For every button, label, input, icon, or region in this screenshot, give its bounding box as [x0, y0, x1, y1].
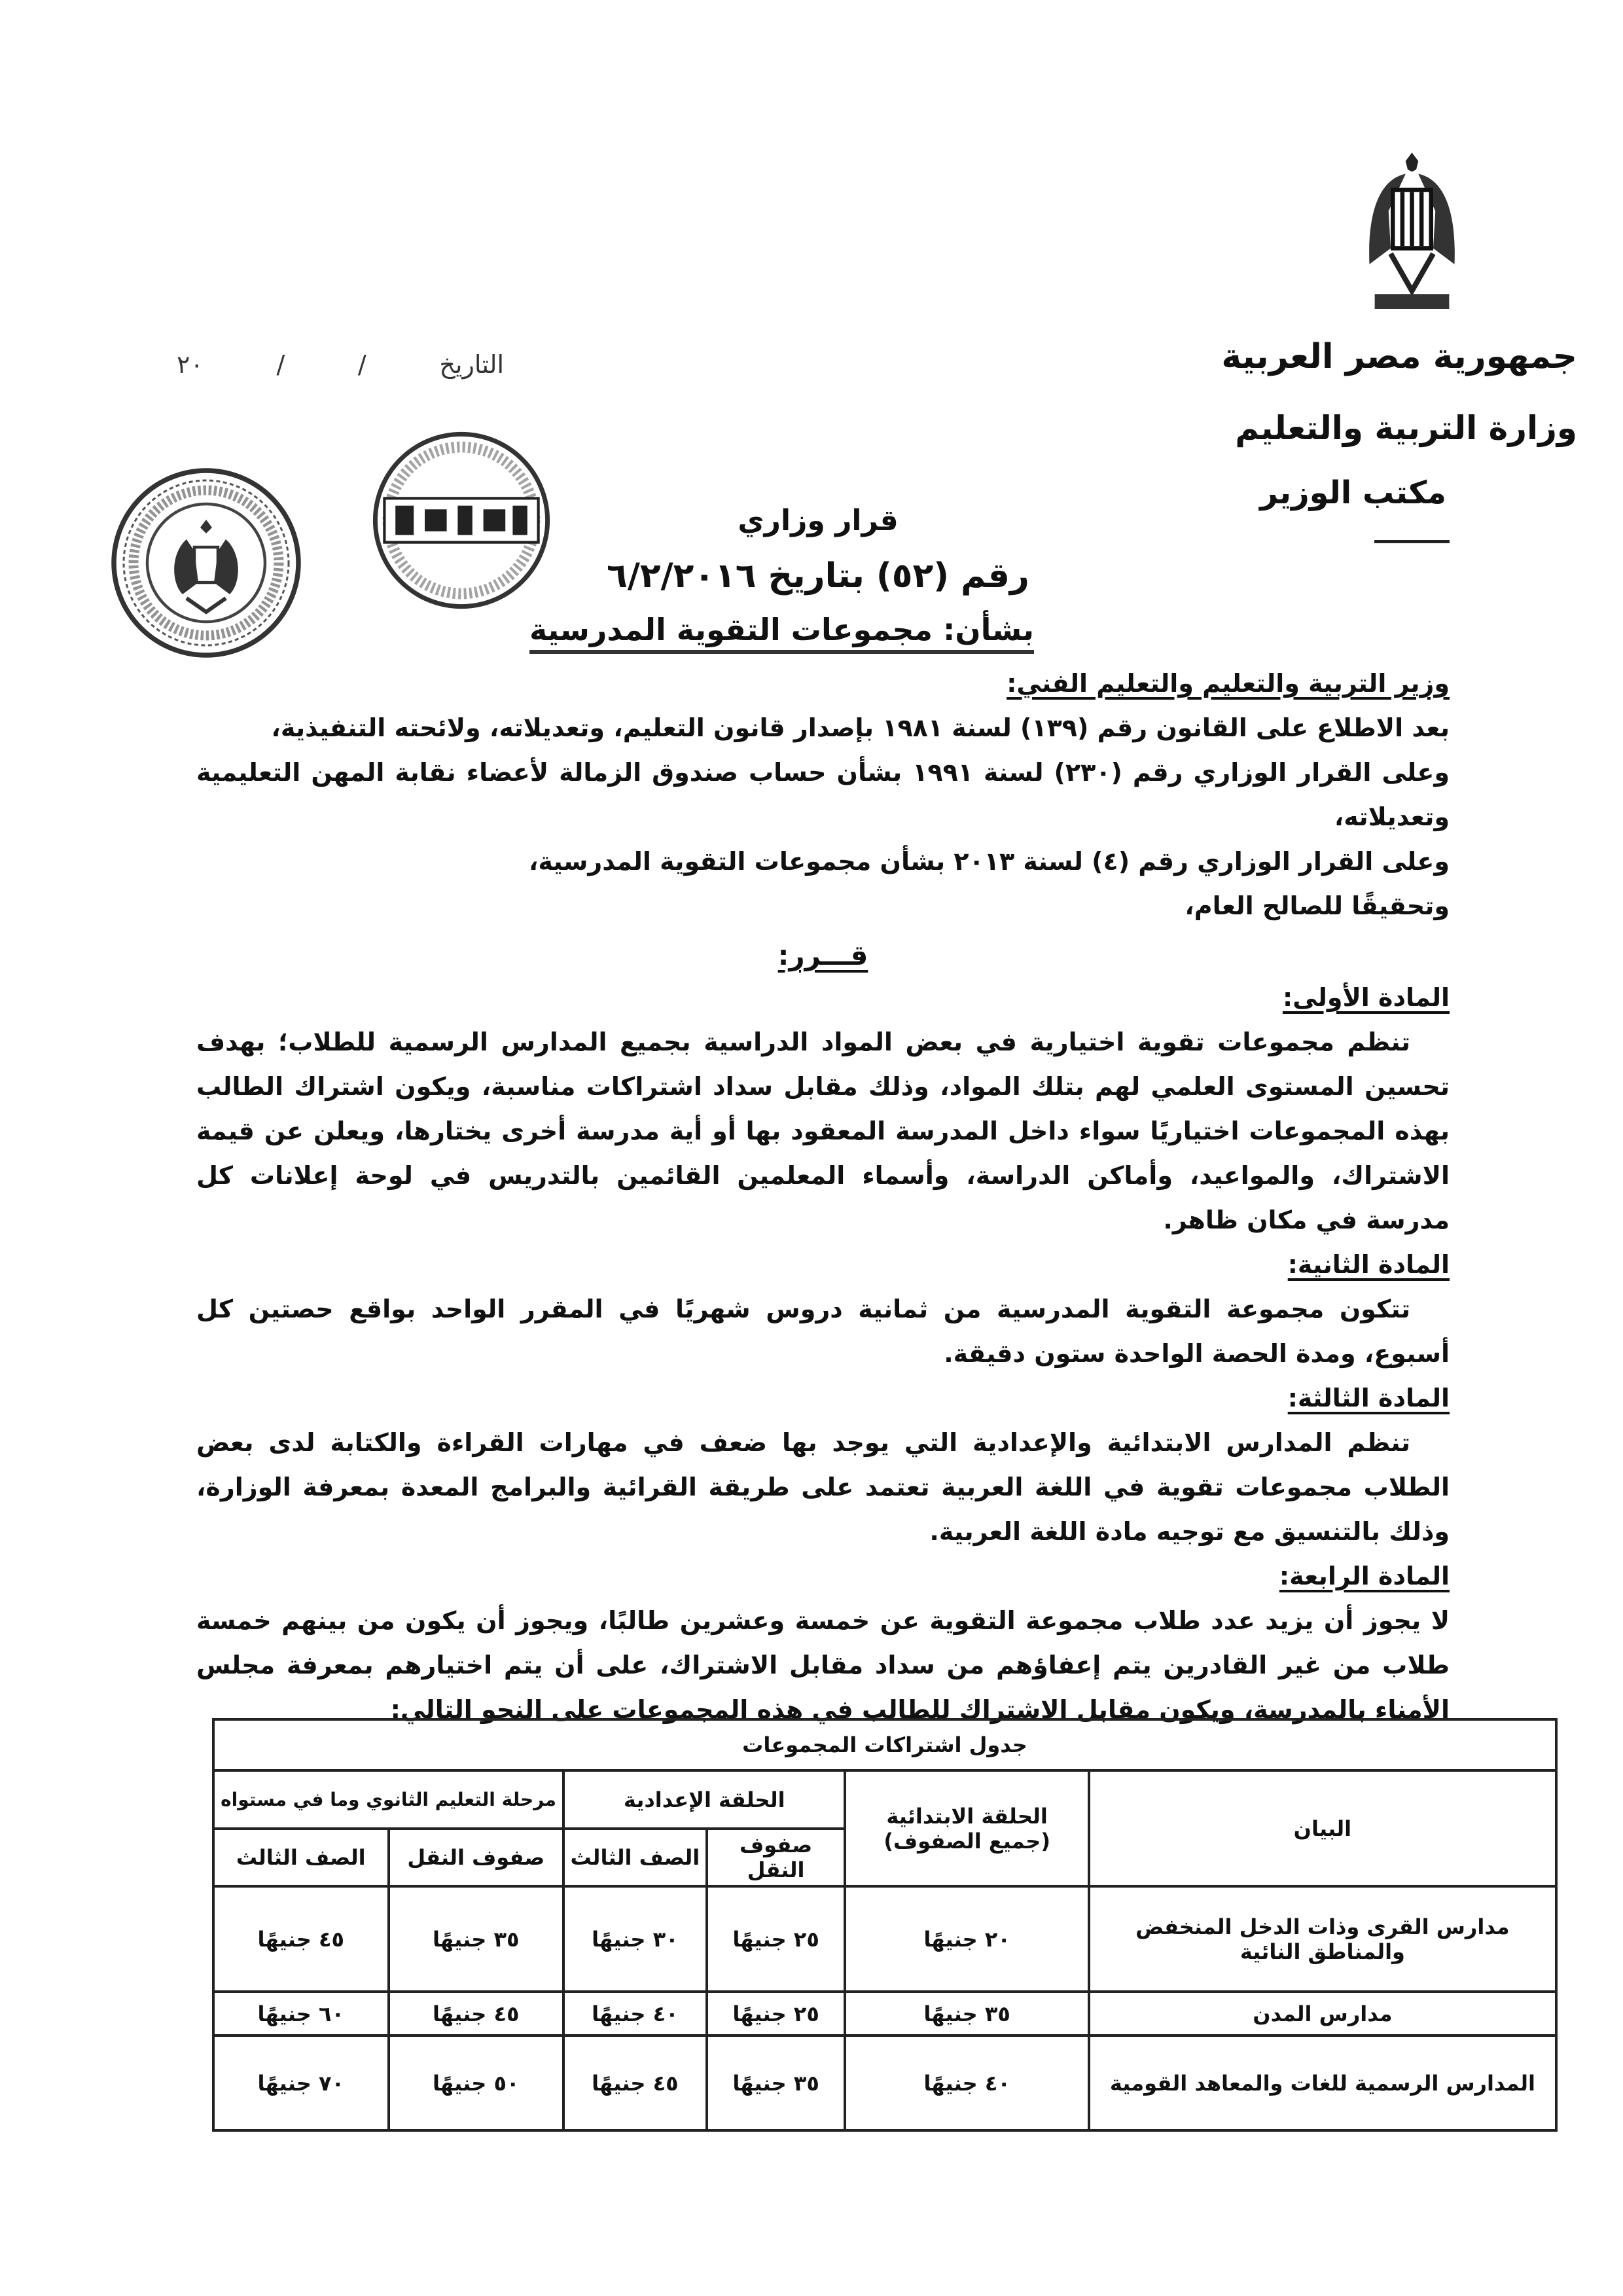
decree-title: قرار وزاري — [738, 504, 899, 537]
primary-label: الحلقة الابتدائية — [886, 1803, 1048, 1829]
table-title: جدول اشتراكات المجموعات — [213, 1719, 1556, 1770]
col-header-prep: الحلقة الإعدادية — [563, 1770, 845, 1829]
fee-cell: ٦٠ جنيهًا — [213, 1992, 389, 2036]
decree-subject: بشأن: مجموعات التقوية المدرسية — [529, 612, 1034, 654]
preamble-line: بعد الاطلاع على القانون رقم (١٣٩) لسنة ١٩٨١ بإصدار قانون التعليم، وتعديلاته، ولائحته التنفيذية، — [271, 713, 1450, 742]
article-text: تنظم مجموعات تقوية اختيارية في بعض المواد الدراسية بجميع المدارس الرسمية للطلاب؛ بهدف تحسين المستوى العلمي لهم بتلك المواد، وذلك مقابل سداد اشتراكات مناسبة، ويكون اشتراك الطالب بهذه المجموعات اختياريًا سواء داخل المدرسة المعقود بها أو أية مدرسة أخرى يختارها، ويعلن عن قيمة الاشتراك، والمواعيد، وأماكن الدراسة، وأسماء المعلمين القائمين بالتدريس في لوحة إعلانات كل مدرسة في مكان ظاهر. — [196, 1028, 1450, 1234]
sub-header: الصف الثالث — [563, 1829, 707, 1886]
article-heading: المادة الثانية: — [1287, 1250, 1450, 1279]
col-header-statement: البيان — [1089, 1770, 1556, 1886]
fee-cell: ٣٥ جنيهًا — [845, 1992, 1088, 2036]
table-row — [213, 1992, 1556, 2036]
fee-cell: ٣٥ جنيهًا — [389, 1886, 564, 1992]
fee-cell: ٣٠ جنيهًا — [563, 1886, 707, 1992]
preamble-line: وتحقيقًا للصالح العام، — [1185, 891, 1450, 920]
primary-sub-label: (جميع الصفوف) — [883, 1828, 1050, 1854]
article-heading: المادة الرابعة: — [1279, 1562, 1450, 1590]
subscriptions-table — [212, 1718, 1558, 2132]
fee-cell: ٤٥ جنيهًا — [389, 1992, 564, 2036]
country-name: جمهورية مصر العربية — [1221, 337, 1577, 376]
fee-cell: ٥٠ جنيهًا — [389, 2036, 564, 2130]
decree-number-date: رقم (٥٢) بتاريخ ٦/٢/٢٠١٦ — [607, 556, 1029, 596]
date-separator: / — [357, 350, 366, 379]
article-heading: المادة الثالثة: — [1287, 1384, 1450, 1412]
fee-cell: ٢٠ جنيهًا — [845, 1886, 1088, 1992]
stamp-seal-icon — [370, 429, 553, 612]
sub-header: صفوف النقل — [389, 1829, 564, 1886]
fee-cell: ٢٥ جنيهًا — [707, 1992, 846, 2036]
date-separator: / — [276, 350, 285, 379]
ministry-seal-icon — [108, 465, 304, 661]
date-line — [177, 350, 504, 379]
addressee: وزير التربية والتعليم والتعليم الفني: — [1007, 669, 1450, 698]
date-year: ٢٠ — [177, 350, 204, 379]
table-row — [213, 2036, 1556, 2130]
header-divider — [1374, 540, 1450, 543]
row-label: المدارس الرسمية للغات والمعاهد القومية — [1089, 2036, 1556, 2130]
row-label: مدارس المدن — [1089, 1992, 1556, 2036]
fee-cell: ٧٠ جنيهًا — [213, 2036, 389, 2130]
sub-header: صفوف النقل — [707, 1829, 846, 1886]
col-header-secondary: مرحلة التعليم الثانوي وما في مستواه — [213, 1770, 563, 1829]
fee-cell: ٤٥ جنيهًا — [213, 1886, 389, 1992]
article-text: لا يجوز أن يزيد عدد طلاب مجموعة التقوية عن خمسة وعشرين طالبًا، ويجوز أن يكون من بينهم خمسة طلاب من غير القادرين يتم إعفاؤهم من سداد مقابل الاشتراك، على أن يتم اختيارهم بمعرفة مجلس الأمناء بالمدرسة، ويكون مقابل الاشتراك للطالب في هذه المجموعات على النحو التالي: — [196, 1606, 1450, 1724]
ministry-name: وزارة التربية والتعليم — [1235, 409, 1577, 447]
fee-cell: ٤٥ جنيهًا — [563, 2036, 707, 2130]
egypt-eagle-emblem-icon — [1358, 147, 1466, 317]
sub-header: الصف الثالث — [213, 1829, 389, 1886]
decided-heading: قـــرر: — [777, 939, 868, 971]
article-text: تنظم المدارس الابتدائية والإعدادية التي يوجد بها ضعف في مهارات القراءة والكتابة لدى بعض الطلاب مجموعات تقوية في اللغة العربية تعتمد على طريقة القرائية والبرامج المعدة بمعرفة الوزارة، وذلك بالتنسيق مع توجيه مادة اللغة العربية. — [196, 1428, 1450, 1546]
fee-cell: ٣٥ جنيهًا — [707, 2036, 846, 2130]
row-label: مدارس القرى وذات الدخل المنخفض والمناطق النائية — [1089, 1886, 1556, 1992]
article-heading: المادة الأولى: — [1282, 983, 1450, 1012]
date-label: التاريخ — [439, 350, 504, 379]
fee-cell: ٢٥ جنيهًا — [707, 1886, 846, 1992]
table-row — [213, 1886, 1556, 1992]
preamble-line: وعلى القرار الوزاري رقم (٤) لسنة ٢٠١٣ بشأن مجموعات التقوية المدرسية، — [528, 847, 1450, 876]
office-name: مكتب الوزير — [1260, 475, 1446, 511]
preamble-line: وعلى القرار الوزاري رقم (٢٣٠) لسنة ١٩٩١ بشأن حساب صندوق الزمالة لأعضاء نقابة المهن التعليمية وتعديلاته، — [196, 758, 1450, 831]
decree-body — [196, 661, 1450, 1732]
fee-cell: ٤٠ جنيهًا — [845, 2036, 1088, 2130]
article-text: تتكون مجموعة التقوية المدرسية من ثمانية دروس شهريًا في المقرر الواحد بواقع حصتين كل أسبوع، ومدة الحصة الواحدة ستون دقيقة. — [196, 1295, 1450, 1368]
fee-cell: ٤٠ جنيهًا — [563, 1992, 707, 2036]
col-header-primary — [845, 1770, 1088, 1886]
